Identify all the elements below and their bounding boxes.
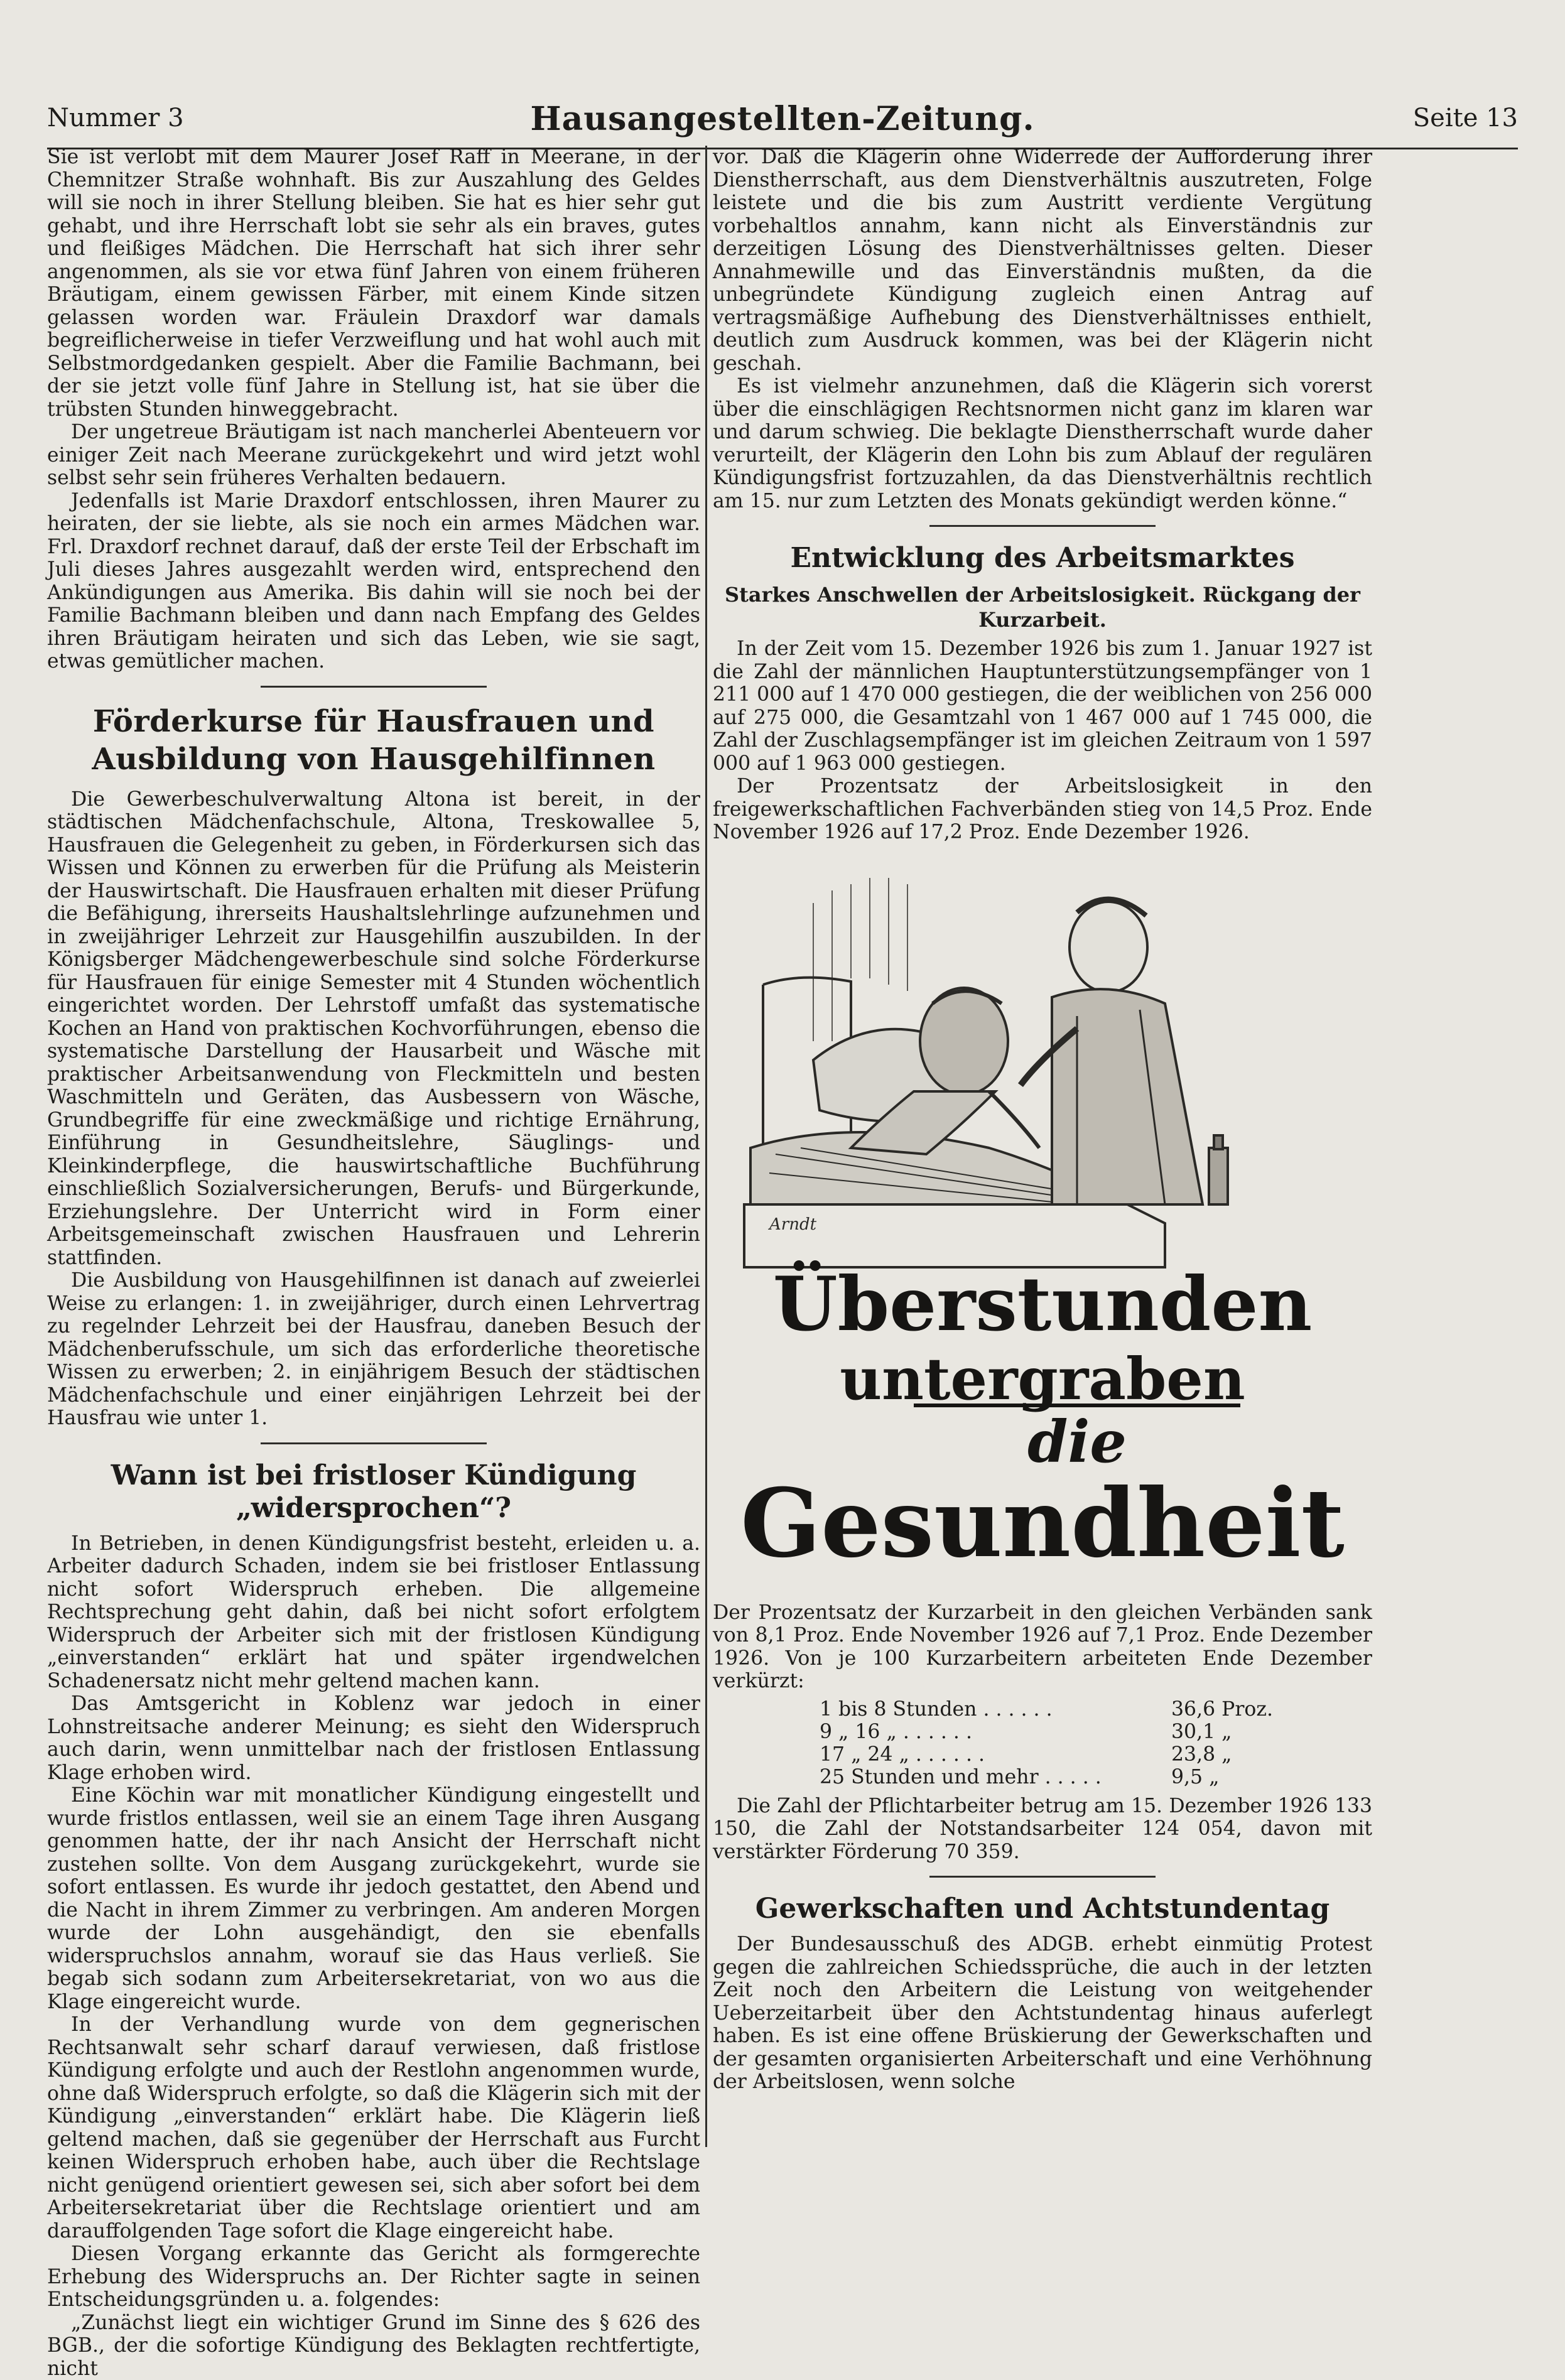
column-divider (705, 146, 707, 2147)
paragraph: Der Prozentsatz der Arbeitslosigkeit in den freigewerkschaftlichen Fachverbänden stieg von 14,5 Proz. Ende November 1926 auf 17,2 Proz. Ende Dezember 1926. (713, 775, 1372, 844)
paragraph: Der ungetreue Bräutigam ist nach mancherlei Abenteuern vor einiger Zeit nach Meerane zurückgekehrt und wird jetzt wohl selbst sehr sein früheres Verhalten bedauern. (47, 421, 700, 490)
paragraph: „Zunächst liegt ein wichtiger Grund im Sinne des § 626 des BGB., der die sofortige Kündigung des Beklagten rechtfertigte, nicht (47, 2312, 700, 2380)
section-rule (261, 1442, 487, 1444)
paragraph: Jedenfalls ist Marie Draxdorf entschlossen, ihren Maurer zu heiraten, der sie liebte, als sie noch ein armes Mädchen war. Frl. Draxdorf rechnet darauf, daß der erste Teil der Erbschaft im Juli dieses Jahres ausgezahlt werden wird, entsprechend den Ankündigungen aus Amerika. Bis dahin will sie noch bei der Familie Bachmann bleiben und dann nach Empfang des Geldes ihren Bräutigam heiraten und sich das Leben, wie sie sagt, etwas gemütlicher machen. (47, 490, 700, 673)
paragraph: Der Bundesausschuß des ADGB. erhebt einmütig Protest gegen die zahlreichen Schiedssprüche, die auch in der letzten Zeit noch den Arbeitern die Leistung von weitgehender Ueberzeitarbeit über den Achtstundentag hinaus auferlegt haben. Es ist eine offene Brüskierung der Gewerkschaften und der gesamten organisierten Arbeiterschaft und eine Verhöhnung der Arbeitslosen, wenn solche (713, 1933, 1372, 2094)
paragraph: Eine Köchin war mit monatlicher Kündigung eingestellt und wurde fristlos entlassen, weil sie an einem Tage ihren Ausgang genommen hatte, der ihr nach Ansicht der Herrschaft nicht zustehen sollte. Von dem Ausgang zurückgekehrt, wurde sie sofort entlassen. Es wurde ihr jedoch gestattet, den Abend und die Nacht in ihrem Zimmer zu verbringen. Am anderen Morgen wurde der Lohn ausgehändigt, den sie ebenfalls widerspruchslos annahm, worauf sie das Haus verließ. Sie begab sich sodann zum Arbeitersekretariat, von wo aus die Klage eingereicht wurde. (47, 1784, 700, 2013)
table-value: 30,1 „ (1171, 1721, 1297, 1743)
poster-line: die (1027, 1408, 1127, 1476)
article-headline: Förderkurse für Hausfrauen und Ausbildung von Hausgehilfinnen (47, 703, 700, 778)
paragraph: Sie ist verlobt mit dem Maurer Josef Raff in Meerane, in der Chemnitzer Straße wohnhaft. Bis zur Auszahlung des Geldes will sie noch in ihrer Stellung bleiben. Sie hat es hier sehr gut gehabt, und ihre Herrschaft lobt sie sehr als ein braves, gutes und fleißiges Mädchen. Die Herrschaft hat sich ihrer sehr angenommen, als sie vor etwa fünf Jahren von einem früheren Bräutigam, einem gewissen Färber, mit einem Kinde sitzen gelassen worden war. Fräulein Draxdorf war damals begreiflicherweise in tiefer Verzweiflung und hat wohl auch mit Selbstmordgedanken gespielt. Aber die Familie Bachmann, bei der sie jetzt volle fünf Jahre in Stellung ist, hat sie über die trübsten Stunden hinweggebracht. (47, 146, 700, 421)
page-number: Seite 13 (1413, 104, 1518, 133)
paragraph: In der Zeit vom 15. Dezember 1926 bis zum 1. Januar 1927 ist die Zahl der männlichen Hauptunterstützungsempfänger von 1 211 000 auf 1 470 000 gestiegen, die der weiblichen von 256 000 auf 275 000, die Gesamtzahl von 1 467 000 auf 1 745 000, die Zahl der Zuschlagsempfänger ist im gleichen Zeitraum von 1 597 000 auf 1 963 000 gestiegen. (713, 637, 1372, 775)
newspaper-title: Hausangestellten-Zeitung. (47, 100, 1518, 138)
paragraph: Diesen Vorgang erkannte das Gericht als formgerechte Erhebung des Widerspruchs an. Der Richter sagte in seinen Entscheidungsgründen u. a. folgendes: (47, 2242, 700, 2312)
table-value: 23,8 „ (1171, 1743, 1297, 1766)
paragraph: Das Amtsgericht in Koblenz war jedoch in einer Lohnstreitsache anderer Meinung; es sieht den Widerspruch auch darin, wenn unmittelbar nach der fristlosen Entlassung Klage erhoben wird. (47, 1692, 700, 1784)
article-subheadline: Starkes Anschwellen der Arbeitslosigkeit. Rückgang der Kurzarbeit. (713, 582, 1372, 632)
right-column (713, 146, 1372, 2147)
paragraph: Die Zahl der Pflichtarbeiter betrug am 15. Dezember 1926 133 150, die Zahl der Notstandsarbeiter 124 054, davon mit verstärkter Förderung 70 359. (713, 1795, 1372, 1864)
poster-line: untergraben (840, 1345, 1245, 1413)
poster-illustration (725, 853, 1360, 1594)
paragraph: Die Gewerbeschulverwaltung Altona ist bereit, in der städtischen Mädchenfachschule, Altona, Treskowallee 5, Hausfrauen die Gelegenheit zu geben, in Förderkursen sich das Wissen und Können zu erwerben für die Prüfung als Meisterin der Hauswirtschaft. Die Hausfrauen erhalten mit dieser Prüfung die Befähigung, ihrerseits Haushaltslehrlinge aufzunehmen und in zweijähriger Lehrzeit zur Hausgehilfin auszubilden. In der Königsberger Mädchengewerbeschule sind solche Förderkurse für Hausfrauen für einige Semester mit 4 Stunden wöchentlich eingerichtet worden. Der Lehrstoff umfaßt das systematische Kochen an Hand von praktischen Kochvorführungen, ebenso die systematische Darstellung der Hausarbeit und Wäsche mit praktischer Arbeitsanwendung von Fleckmitteln und besten Waschmitteln und Geräten, das Ausbessern von Wäsche, Grundbegriffe für eine zweckmäßige und richtige Ernährung, Einführung in Gesundheitslehre, Säuglings- und Kleinkinderpflege, die hauswirtschaftliche Buchführung einschließlich Sozialversicherungen, Berufs- und Bürgerkunde, Erziehungslehre. Der Unterricht wird in Form einer Arbeitsgemeinschaft zwischen Hausfrauen und Lehrerin stattfinden. (47, 788, 700, 1270)
table-row (820, 1743, 1372, 1766)
article-headline: Entwicklung des Arbeitsmarktes (713, 542, 1372, 575)
table-label: 25 Stunden und mehr . . . . . (820, 1766, 1171, 1788)
paragraph: Die Ausbildung von Hausgehilfinnen ist danach auf zweierlei Weise zu erlangen: 1. in zweijähriger, durch einen Lehrvertrag zu regelnder Lehrzeit bei der Hausfrau, daneben Besuch der Mädchenberufsschule, um sich das erforderliche theoretische Wissen zu erwerben; 2. in einjährigem Besuch der städtischen Mädchenfachschule und einer einjährigen Lehrzeit bei der Hausfrau wie unter 1. (47, 1269, 700, 1430)
paragraph: Es ist vielmehr anzunehmen, daß die Klägerin sich vorerst über die einschlägigen Rechtsnormen nicht ganz im klaren war und darum schwieg. Die beklagte Dienstherrschaft wurde daher verurteilt, der Klägerin den Lohn bis zum Ablauf der regulären Kündigungsfrist fortzuzahlen, da das Dienstverhältnis rechtlich am 15. nur zum Letzten des Monats gekündigt werden könne.“ (713, 375, 1372, 512)
masthead (47, 104, 1518, 149)
section-rule (261, 686, 487, 688)
table-label: 17 „ 24 „ . . . . . . (820, 1743, 1171, 1766)
paragraph: In der Verhandlung wurde von dem gegnerischen Rechtsanwalt sehr scharf darauf verwiesen, daß fristlose Kündigung erfolgte und auch der Restlohn angenommen wurde, ohne daß Widerspruch erfolgte, so daß die Klägerin sich mit der Kündigung „einverstanden“ erklärt habe. Die Klägerin ließ geltend machen, daß sie gegenüber der Herrschaft aus Furcht keinen Widerspruch erhoben habe, auch über die Rechtslage nicht genügend orientiert gewesen sei, sich aber sofort bei dem Arbeitersekretariat über die Rechtslage orientiert und am darauffolgenden Tage sofort die Klage eingereicht habe. (47, 2013, 700, 2242)
table-row (820, 1766, 1372, 1788)
poster-line: Gesundheit (740, 1468, 1345, 1579)
table-value: 9,5 „ (1171, 1766, 1297, 1788)
article-headline: Gewerkschaften und Achtstundentag (713, 1893, 1372, 1925)
kurzarbeit-table (820, 1698, 1372, 1788)
illustration-signature: Arndt (768, 1215, 817, 1234)
paragraph: Der Prozentsatz der Kurzarbeit in den gleichen Verbänden sank von 8,1 Proz. Ende November 1926 auf 7,1 Proz. Ende Dezember 1926. Von je 100 Kurzarbeitern arbeiteten Ende Dezember verkürzt: (713, 1601, 1372, 1693)
table-label: 9 „ 16 „ . . . . . . (820, 1721, 1171, 1743)
left-column (47, 146, 700, 2147)
article-headline: Wann ist bei fristloser Kündigung „widersprochen“? (47, 1459, 700, 1525)
paragraph: vor. Daß die Klägerin ohne Widerrede der Aufforderung ihrer Dienstherrschaft, aus dem Dienstverhältnis auszutreten, Folge leistete und die bis zum Austritt verdiente Vergütung vorbehaltlos annahm, kann nicht als Einverständnis zur derzeitigen Lösung des Dienstverhältnisses gelten. Dieser Annahmewille und das Einverständnis mußten, da die unbegründete Kündigung zugleich einen Antrag auf vertragsmäßige Aufhebung des Dienstverhältnisses enthielt, deutlich zum Ausdruck kommen, was bei der Klägerin nicht geschah. (713, 146, 1372, 375)
section-rule (929, 1876, 1156, 1878)
paragraph: In Betrieben, in denen Kündigungsfrist besteht, erleiden u. a. Arbeiter dadurch Schaden, indem sie bei fristloser Entlassung nicht sofort Widerspruch erheben. Die allgemeine Rechtsprechung geht dahin, daß bei nicht sofort erfolgtem Widerspruch der Arbeiter sich mit der fristlosen Kündigung „einverstanden“ erklärt hat und später irgendwelchen Schadenersatz nicht mehr geltend machen kann. (47, 1532, 700, 1693)
table-label: 1 bis 8 Stunden . . . . . . (820, 1698, 1171, 1721)
table-value: 36,6 Proz. (1171, 1698, 1297, 1721)
section-rule (929, 525, 1156, 527)
issue-number: Nummer 3 (47, 104, 184, 133)
poster-line: Überstunden (773, 1260, 1313, 1348)
table-row (820, 1721, 1372, 1743)
table-row (820, 1698, 1372, 1721)
